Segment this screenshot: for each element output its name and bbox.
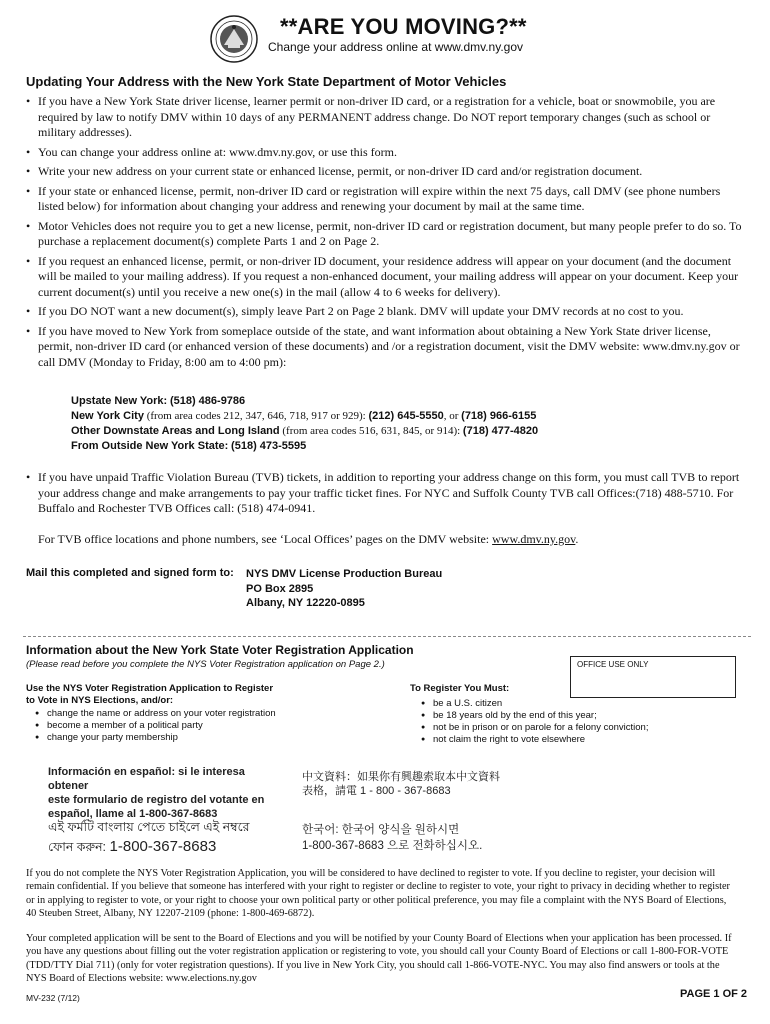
dmv-website-link[interactable]: www.dmv.ny.gov [492,532,576,546]
bullet-item: • Write your new address on your current state or enhanced license, permit, or non-driver ID card and/or registration document. [26,164,746,180]
list-item: ● become a member of a political party [33,720,276,732]
contact-phone: (518) 486-9786 [169,395,246,407]
list-item: ● not be in prison or on parole for a felony conviction; [419,722,648,734]
mail-address-line: NYS DMV License Production Bureau [246,568,443,580]
notice-line: ফোন করুন: [48,840,107,854]
notice-line: 1-800-367-8683 으로 전화하십시오. [302,840,483,852]
bullet-item: • If you have moved to New York from someplace outside of the state, and want information about obtaining a New York State driver license, permit, non-driver ID card (or enhanced version of these documents) and /or a registration document, visit the DMV website: www.dmv.ny.gov or call DMV (Monday to Friday, 8:00 am to 4:00 pm): [26,324,746,371]
use-heading-line: Use the NYS Voter Registration Application to Register [26,683,274,694]
bullet-item: • You can change your address online at: www.dmv.ny.gov, or use this form. [26,145,746,161]
address-bullet-list [26,94,746,374]
application-processing-paragraph: Your completed application will be sent to the Board of Elections and you will be notified by your County Board of Elections when your application has been processed. If you have any questions about filling out the voter registration application or registering to vote, you should call your County Board of Elections or call 1-800-FOR-VOTE (TDD/TTY Dial 711) (only for voter registration questions). If you live in New York City, you should call 1-866-VOTE-NYC. You may also find answers or tools at the NYS Board of Elections website: www.elections.ny.gov [26,933,732,985]
list-item: ● not claim the right to vote elsewhere [419,734,648,746]
decline-register-paragraph: If you do not complete the NYS Voter Registration Application, you will be considered to have declined to register to vote. If you decline to register, your decision will remain confidential. If you believe that someone has interfered with your right to register or decline to register to vote, your right to privacy in deciding whether to register or in applying to register to vote, or your right to choose your own political party or other political preference, you may file a complaint with the NYS Board of Elections, 40 Steuben Street, Albany, NY 12207-2109 (phone: 1-800-469-6872). [26,868,730,920]
use-application-list [33,708,276,744]
contact-phone: (718) 966-6155 [461,410,537,422]
section-heading-address: Updating Your Address with the New York State Department of Motor Vehicles [26,74,507,89]
notice-line: 中文資料：如果你有興趣索取本中文資料 [302,771,500,783]
use-application-heading [26,683,273,707]
list-item: ● change the name or address on your voter registration [33,708,276,720]
dmv-contact-numbers [71,394,538,454]
contact-phone: (212) 645-5550 [368,410,444,422]
contact-label: New York City [71,410,144,422]
contact-label: Other Downstate Areas and Long Island [71,425,280,437]
page-number: PAGE 1 OF 2 [680,988,748,1000]
tvb-note [38,532,578,547]
spanish-notice [48,765,278,821]
notice-line: 表格，請電 1 - 800 - 367-8683 [302,785,451,797]
register-requirements-list [419,698,648,746]
section-divider [23,636,751,637]
list-item: ● be a U.S. citizen [419,698,648,710]
notice-phone: 1-800-367-8683 [109,838,217,855]
bullet-item: • Motor Vehicles does not require you to get a new license, permit, non-driver ID card or registration document, but many people prefer to do so. To purchase a replacement document(s) complete Parts 1 and 2 on Page 2. [26,219,746,250]
chinese-notice [302,770,542,798]
page-title: **ARE YOU MOVING?** [280,14,527,39]
tvb-note-suffix: . [575,532,579,546]
bullet-item: • If you have a New York State driver license, learner permit or non-driver ID card, or a registration for a vehicle, boat or snowmobile, you are required by law to notify DMV within 10 days of any PERMANENT address change. Do NOT report temporary changes (such as school or military addresses). [26,94,746,141]
contact-phone: (718) 477-4820 [462,425,539,437]
list-item: ● be 18 years old by the end of this year; [419,710,648,722]
form-id: MV-232 (7/12) [26,993,80,1003]
contact-note: (from area codes 516, 631, 845, or 914): [282,425,461,437]
page-subtitle: Change your address online at www.dmv.ny.gov [268,40,524,54]
notice-line: 한국어: 한국어 양식을 원하시면 [302,824,460,836]
office-use-box: OFFICE USE ONLY [570,656,736,698]
notice-line: este formulario de registro del votante en [48,794,265,806]
tvb-note-text: For TVB office locations and phone numbers, see ‘Local Offices’ pages on the DMV website: [38,532,490,546]
bullet-item: • If you DO NOT want a new document(s), simply leave Part 2 on Page 2 blank. DMV will update your DMV records at no cost to you. [26,304,746,320]
notice-line: এই ফর্মটি বাংলায় পেতে চাইলে এই নম্বরে [48,820,250,834]
notice-line: Información en español: si le interesa obtener [48,766,245,792]
bullet-item: • If you request an enhanced license, permit, or non-driver ID document, your residence address will appear on your document (and the document will be mailed to your mailing address). If you request a non-enhanced document, your mailing address will appear on your document. Keep your current document(s) until you receive a new one(s) in the mail (allow 4 to 6 weeks for delivery). [26,254,746,301]
list-item: ● change your party membership [33,732,276,744]
contact-label: From Outside New York State: [71,440,229,452]
contact-phone: (518) 473-5595 [231,440,307,452]
bullet-item: • If you have unpaid Traffic Violation Bureau (TVB) tickets, in addition to reporting your address change on this form, you must call TVB to report your address change and make arrangements to pay your traffic ticket fines. For NYC and Suffolk County TVB call Offices:(718) 488-5710. For Buffalo and Rochester TVB Offices call: (518) 474-0941. [26,470,746,517]
use-heading-line: to Vote in NYS Elections, and/or: [26,695,174,706]
mail-address [246,567,442,611]
mail-address-line: PO Box 2895 [246,582,314,595]
mail-address-line: Albany, NY 12220-0895 [246,597,365,609]
bullet-item: • If your state or enhanced license, permit, non-driver ID card or registration will expire within the next 75 days, call DMV (see phone numbers listed below) for information about changing your address and renewing your document by mail at the same time. [26,184,746,215]
bengali-notice [48,818,288,857]
contact-or: , or [443,410,459,422]
section-subheading-voter: (Please read before you complete the NYS Voter Registration application on Page 2.) [26,659,385,670]
tvb-bullet-list [26,470,746,521]
notice-line: español, llame al 1-800-367-8683 [48,808,218,820]
mail-label: Mail this completed and signed form to: [26,567,234,579]
register-requirements-heading: To Register You Must: [410,683,510,694]
korean-notice [302,822,562,854]
contact-label: Upstate New York: [71,395,168,407]
section-heading-voter: Information about the New York State Voter Registration Application [26,643,414,657]
contact-note: (from area codes 212, 347, 646, 718, 917 or 929): [146,410,366,422]
nys-dmv-seal-icon [210,15,258,63]
